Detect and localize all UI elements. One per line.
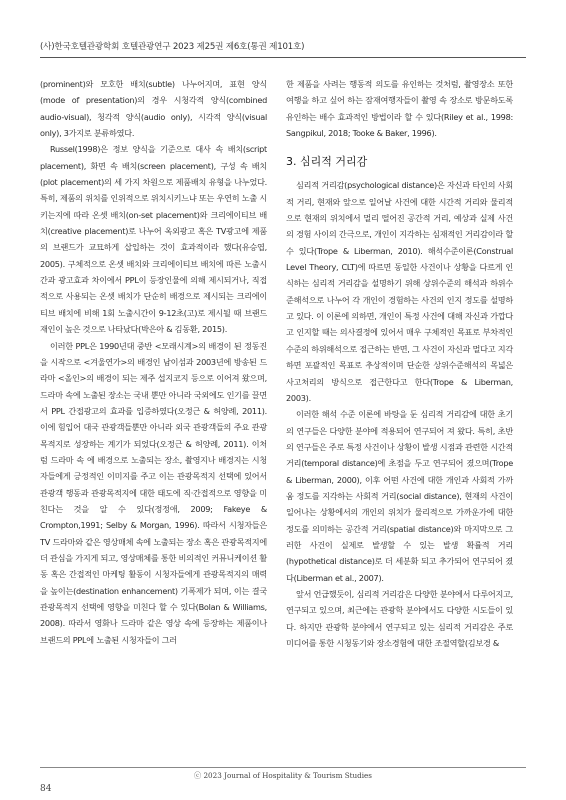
page-number: 84 (40, 784, 52, 794)
paragraph: 한 제품을 사려는 행동적 의도를 유인하는 것처럼, 촬영장소 또한 여행을 하고 싶어 하는 잠재여행자들이 촬영 속 장소로 방문하도록 유인하는 배수 효과적인 방법이라 할 수 있다(Riley et al., 1998: Sangpikul, 2018; Tooke & Baker, 1996). (286, 79, 513, 139)
paragraph: 심리적 거리감(psychological distance)은 자신과 타인의 사회적 거리, 현재와 앞으로 일어날 사건에 대한 시간적 거리와 물리적으로 현재의 위치에서 멀리 떨어진 공간적 거리, 예상과 실제 사건의 경험 사이의 간극으로, 개인이 지각하는 심재적인 거리감이라 할 수 있다(Trope & Liberman, 2010). 해석수준이론(Construal Level Theory, CLT)에 따르면 동일한 사건이나 상황을 다르게 인식하는 심리적 거리감을 설명하기 위해 상위수준의 해석과 하위수준해석으로 나누어 각 개인이 경험하는 사건의 인지 정도를 설명하고 있다. 이 이론에 의하면, 개인이 특정 사건에 대해 자신과 가깝다고 인지할 때는 의사결정에 있어서 매우 구체적인 목표로 부차적인 수준의 하위해석으로 접근하는 반면, 그 사건이 자신과 멀다고 지각하면 포괄적인 목표로 추상적이며 단순한 상위수준해석의 목넓은 사고처리의 방식으로 접근한다고 한다(Trope & Liberman, 2003). (286, 180, 513, 403)
copyright-notice: ⓒ 2023 Journal of Hospitality & Tourism Studies (194, 771, 372, 780)
footer-divider (40, 767, 526, 768)
journal-header: (사)한국호텔관광학회 호텔관광연구 2023 제25권 제6호(통권 제101호) (40, 42, 305, 52)
paragraph: 이러한 해석 수준 이론에 바탕을 둔 심리적 거리감에 대한 초기의 연구들은 다양한 분야에 적용되어 연구되어 져 왔다. 특히, 초반의 연구들은 주로 특정 사건이나 상황이 발생 시점과 관련한 시간적 거리(temporal distance)에 초점을 두고 연구되어 졌으며(Trope & Liberman, 2000), 이후 어떤 사건에 대한 개인과 사회적 가까움 정도를 지각하는 사회적 거리(social distance), 현재의 사건이 일어나는 상황에서의 개인의 위치가 물리적으로 가까운가에 대한 정도를 의미하는 공간적 거리(spatial distance)와 마지막으로 그러한 사건이 실제로 발생할 수 있는 발생 확률적 거리(hypothetical distance)로 더 세분화 되고 추가되어 연구되어 졌다(Liberman et al., 2007). (286, 409, 513, 583)
paragraph: 이러한 PPL은 1990년대 중반 <모래시계>의 배경이 된 정동진을 시작으로 <겨울연가>의 배경인 남이섬과 2003년에 방송된 드라마 <올인>의 배경이 되는 제주 섭지코지 등으로 이어져 왔으며, 드라마 속에 노출된 장소는 국내 뿐만 아니라 국외에도 인기를 끌면서 PPL 간접광고의 효과를 입증하였다(오정근 & 허양례, 2011). 이에 힘입어 대국 관광객들뿐만 아니라 외국 관광객들의 주요 관광목적지로 성장하는 계기가 되었다(오정근 & 허양례, 2011). 이처럼 드라마 속 에 배경으로 노출되는 장소, 촬영지나 배경지는 시청자들에게 긍정적인 이미지를 주고 이는 관광목적지 선택에 있어서 관광객 행동과 관광목적지에 대한 태도에 직·간접적으로 영향을 미친다는 것을 알 수 있다(정정애, 2009; Fakeye & Crompton,1991; Selby & Morgan, 1996). 따라서 시청자들은 TV 드라마와 같은 영상매체 속에 노출되는 장소 혹은 관광목적지에 더 관심을 가지게 되고, 영상매체를 통한 비의적인 커뮤니케이션 활동 혹은 간접적인 마케팅 활동이 시청자들에게 관광목적지의 매력을 높이는(destination enhancement) 기폭제가 되며, 이는 결국 관광목적지 선택에 영향을 미친다 할 수 있다(Bolan & Williams, 2008). 따라서 영화나 드라마 같은 영상 속에 등장하는 제품이나 브랜드의 PPL에 노출된 시청자들이 그러 (40, 340, 267, 645)
paragraph: Russel(1998)은 정보 양식을 기준으로 대사 속 배치(script placement), 화면 속 배치(screen placement), 구성 속 배치(plot placement)의 세 가지 차원으로 제품배치 유형을 나누었다. 특히, 제품의 위치를 인위적으로 위치시키느냐 또는 우연히 노출 시키는지에 따라 온셋 배치(on-set placement)와 크리에이티브 배치(creative placement)로 나누어 옥외광고 혹은 TV광고에 제품의 브랜드가 교묘하게 삽입하는 것이 효과적이라 했다(유승엽, 2005). 구체적으로 온셋 배치와 크리에이티브 배치에 따른 노출시간과 광고효과 차이에서 PPL이 등장인물에 의해 제시되거나, 직접적으로 사용되는 온셋 배치가 단순히 배경으로 제시되는 크리에이티브 배치에 비해 1회 노출시간이 9-12초(고)로 제시될 때 브랜드 재인이 높은 것으로 나타났다(박은아 & 김동환, 2015). (40, 144, 267, 335)
left-column (40, 76, 267, 648)
section-heading: 3. 심리적 거리감 (286, 155, 368, 169)
right-column (286, 76, 513, 651)
paragraph: (prominent)와 모호한 배치(subtle) 나누어지며, 표현 양식(mode of presentation)의 경우 시청각적 양식(combined audio-visual), 청각적 양식(audio only), 시각적 양식(visual only), 3가지로 분류하였다. (40, 79, 267, 139)
paragraph: 앞서 언급했듯이, 심리적 거리감은 다양한 분야에서 다루어지고, 연구되고 있으며, 최근에는 관광학 분야에서도 다양한 시도들이 있다. 하지만 관광학 분야에서 연구되고 있는 심리적 거리감은 주로 미디어를 통한 시청동기와 장소경험에 대한 조절역할(김보경 & (286, 588, 513, 648)
header-divider (40, 57, 526, 58)
